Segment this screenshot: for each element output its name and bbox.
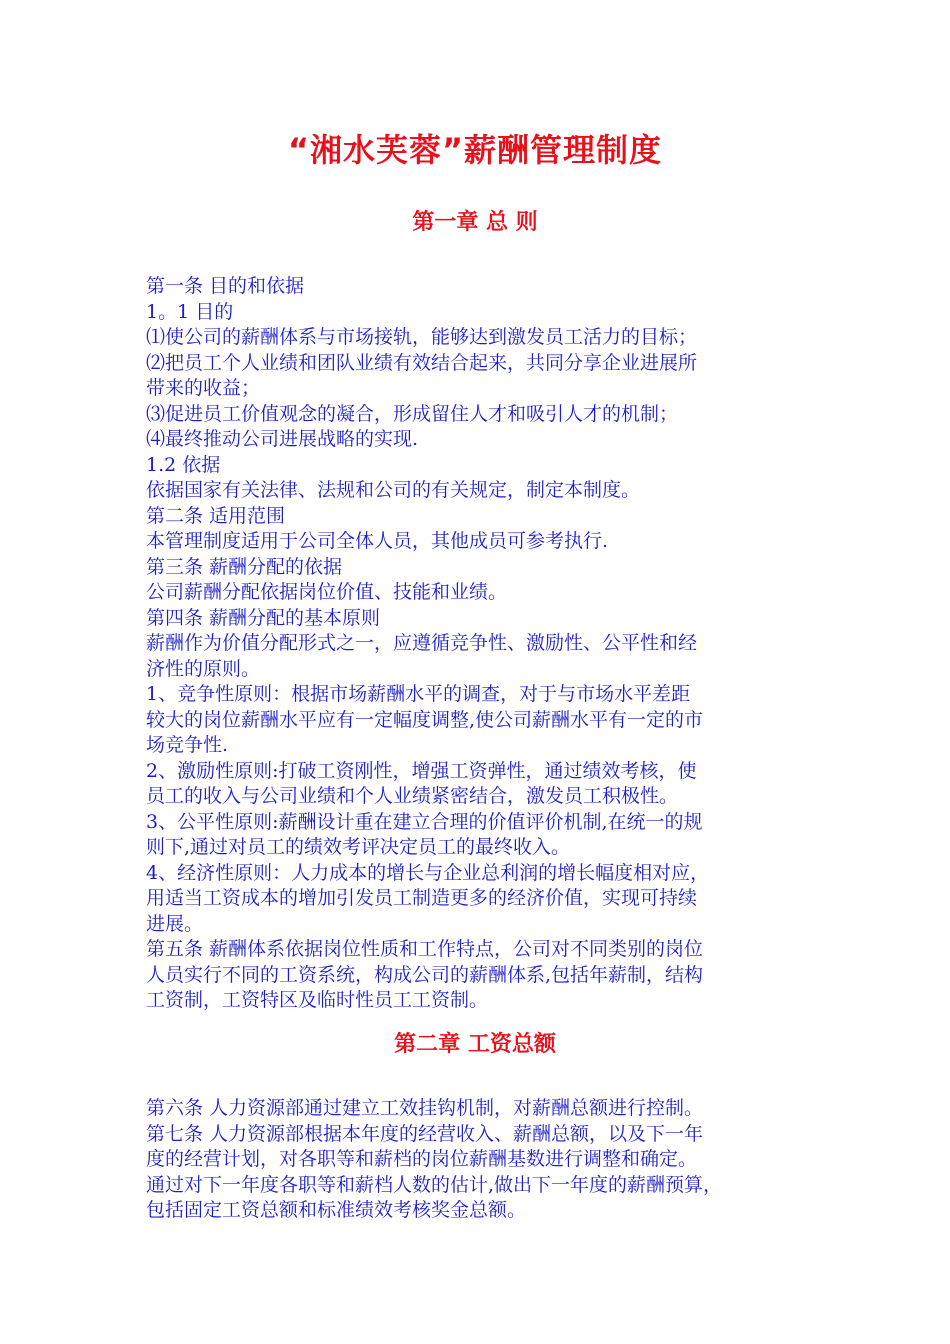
body-line: 第六条 人力资源部通过建立工效挂钩机制，对薪酬总额进行控制。 xyxy=(146,1097,704,1119)
body-line: 员工的收入与公司业绩和个人业绩紧密结合，激发员工积极性。 xyxy=(146,785,679,807)
body-line: 第七条 人力资源部根据本年度的经营收入、薪酬总额，以及下一年 xyxy=(146,1122,704,1145)
body-line: 公司薪酬分配依据岗位价值、技能和业绩。 xyxy=(146,581,508,603)
body-line: 2、激励性原则:打破工资刚性，增强工资弹性，通过绩效考核，使 xyxy=(146,759,697,782)
body-line: 用适当工资成本的增加引发员工制造更多的经济价值，实现可持续 xyxy=(146,887,698,909)
body-line: 本管理制度适用于公司全体人员，其他成员可参考执行. xyxy=(146,530,609,552)
chapter-1-body xyxy=(146,274,826,1014)
body-line: 较大的岗位薪酬水平应有一定幅度调整,使公司薪酬水平有一定的市 xyxy=(146,708,704,731)
body-line: 第四条 薪酬分配的基本原则 xyxy=(146,606,381,629)
body-line: ⑵把员工个人业绩和团队业绩有效结合起来，共同分享企业进展所 xyxy=(146,351,698,374)
body-line: 1、竞争性原则：根据市场薪酬水平的调查，对于与市场水平差距 xyxy=(146,683,691,705)
body-line: 包括固定工资总额和标准绩效考核奖金总额。 xyxy=(146,1199,527,1221)
body-line: 济性的原则。 xyxy=(146,657,261,680)
body-line: 1。1 目的 xyxy=(146,300,234,323)
body-line: 通过对下一年度各职等和薪档人数的估计,做出下一年度的薪酬预算， xyxy=(146,1173,723,1196)
body-line: 第一条 目的和依据 xyxy=(146,275,305,297)
body-line: ⑷最终推动公司进展战略的实现. xyxy=(146,428,419,450)
body-line: 4、经济性原则：人力成本的增长与企业总利润的增长幅度相对应， xyxy=(146,861,710,884)
body-line: ⑶促进员工价值观念的凝合，形成留住人才和吸引人才的机制； xyxy=(146,402,679,425)
body-line: 薪酬作为价值分配形式之一，应遵循竞争性、激励性、公平性和经 xyxy=(146,632,698,654)
chapter-2-heading: 第二章 工资总额 xyxy=(394,1032,556,1057)
body-line: 依据国家有关法律、法规和公司的有关规定，制定本制度。 xyxy=(146,479,641,501)
body-line: 第二条 适用范围 xyxy=(146,504,286,527)
body-line: 场竞争性. xyxy=(146,734,229,756)
body-line: 人员实行不同的工资系统，构成公司的薪酬体系,包括年薪制，结构 xyxy=(146,963,704,986)
body-line: 第三条 薪酬分配的依据 xyxy=(146,555,343,578)
body-line: 带来的收益； xyxy=(146,377,261,399)
document-title: “湘水芙蓉”薪酬管理制度 xyxy=(287,131,663,169)
chapter-1-heading: 第一章 总 则 xyxy=(412,210,538,235)
chapter-2-body xyxy=(146,1096,826,1224)
body-line: 进展。 xyxy=(146,912,204,935)
body-line: 工资制，工资特区及临时性员工工资制。 xyxy=(146,989,489,1011)
body-line: 度的经营计划，对各职等和薪档的岗位薪酬基数进行调整和确定。 xyxy=(146,1148,698,1170)
body-line: 3、公平性原则:薪酬设计重在建立合理的价值评价机制,在统一的规 xyxy=(146,810,703,833)
body-line: 则下,通过对员工的绩效考评决定员工的最终收入。 xyxy=(146,836,571,858)
body-line: 1.2 依据 xyxy=(146,453,221,476)
body-line: 第五条 薪酬体系依据岗位性质和工作特点，公司对不同类别的岗位 xyxy=(146,938,704,960)
body-line: ⑴使公司的薪酬体系与市场接轨，能够达到激发员工活力的目标； xyxy=(146,326,698,348)
